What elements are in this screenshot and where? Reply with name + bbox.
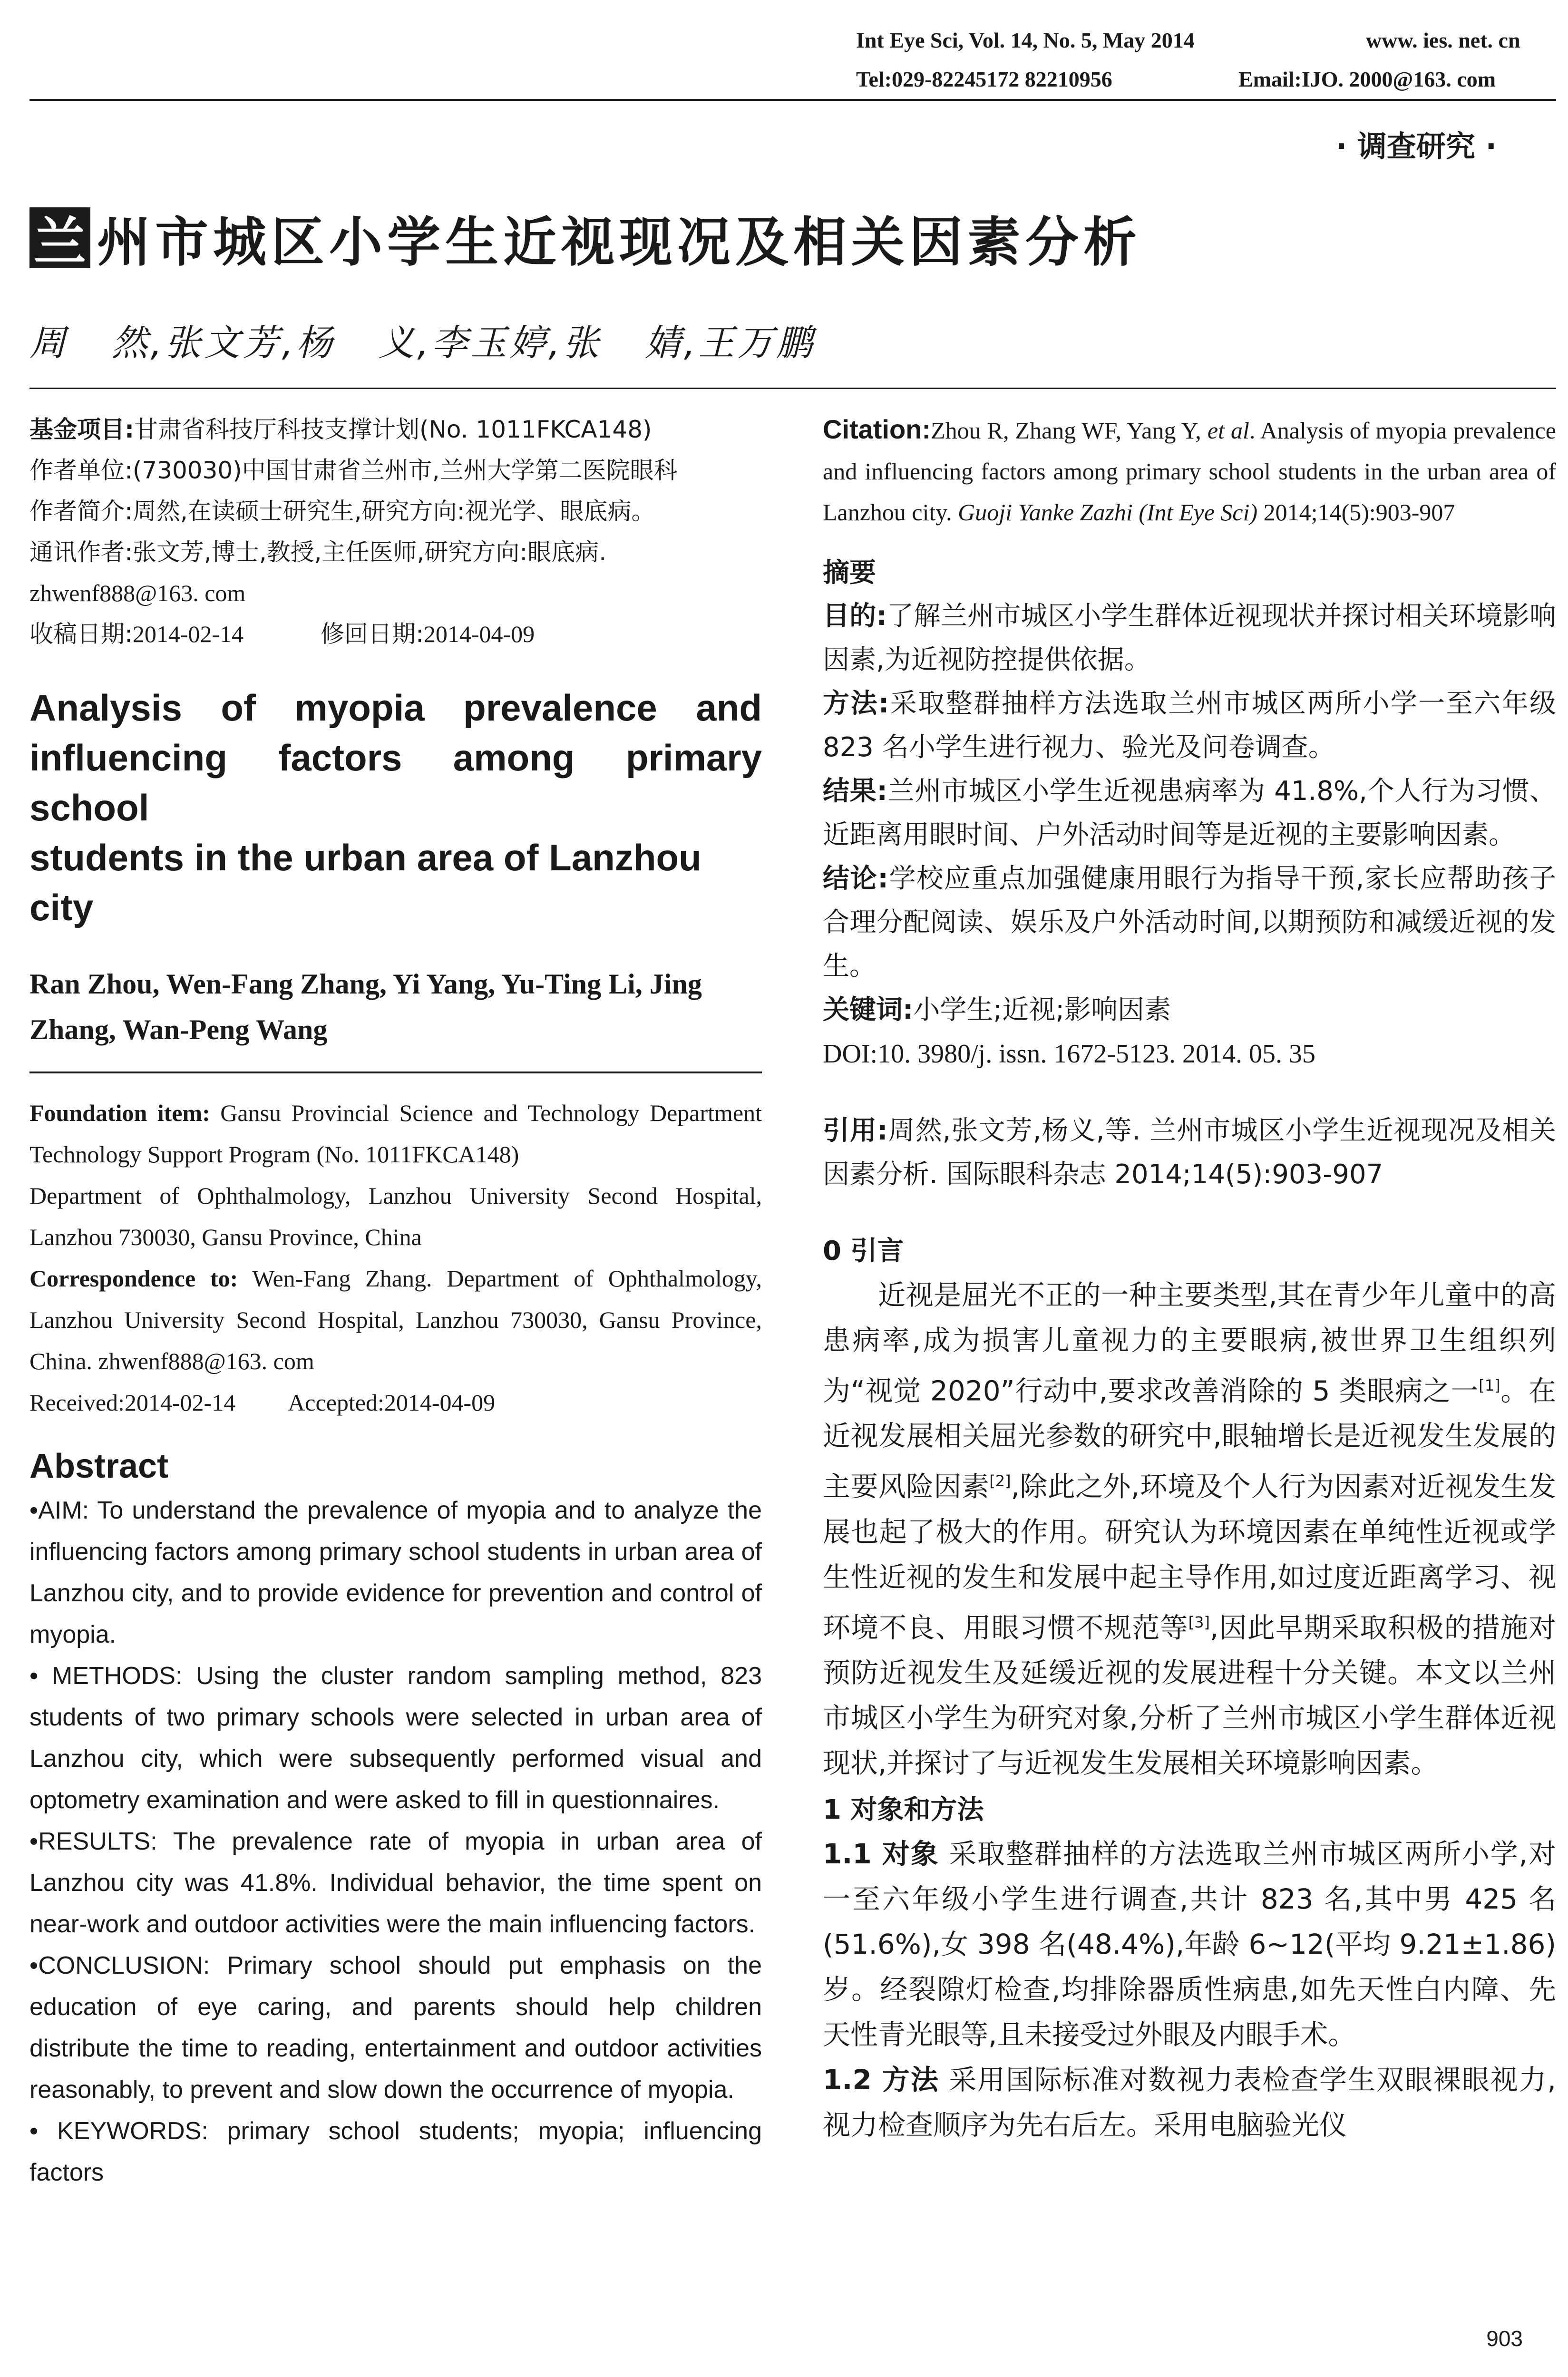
zh-aim: 目的:了解兰州市城区小学生群体近视现状并探讨相关环境影响因素,为近视防控提供依据。 [823,601,1556,675]
english-title [29,683,762,933]
methods-1-1: 1.1 对象 采取整群抽样的方法选取兰州市城区两所小学,对一至六年级小学生进行调查,共计 823 名,其中男 425 名(51.6%),女 398 名(48.4%),年龄 6~12(平均 9.21±1.86)岁。经裂隙灯检查,均排除器质性病患,如先天性白内障、先天性青光眼等,且未接受过外眼及内眼手术。 [823,1837,1556,2051]
journal-tel: Tel:029-82245172 82210956 [856,67,1112,91]
dates-en: Received:2014-02-14 Accepted:2014-04-09 [29,1389,496,1416]
english-title-line3: students in the urban area of Lanzhou city [29,837,701,928]
title-text: 州市城区小学生近视现况及相关因素分析 [97,211,1141,273]
right-column [823,409,1556,2148]
intro-heading: 0 引言 [823,1236,904,1266]
abstract-aim: •AIM: To understand the prevalence of myopia and to analyze the influencing factors among primary school students in urban area of Lanzhou city, and to provide evidence for prevention and control of myopia. [29,1497,762,1648]
zh-abstract [823,594,1556,1076]
zh-methods: 方法:采取整群抽样方法选取兰州市城区两所小学一至六年级 823 名小学生进行视力、验光及问卷调查。 [823,688,1556,763]
abstract-keywords: • KEYWORDS: primary school students; myopia; influencing factors [29,2117,762,2186]
page-number: 903 [1486,2326,1523,2351]
zh-keywords: 关键词:小学生;近视;影响因素 [823,994,1171,1025]
english-authors: Ran Zhou, Wen-Fang Zhang, Yi Yang, Yu-Ting Li, Jing Zhang, Wan-Peng Wang [29,968,702,1045]
section-tag: · 调查研究 · [1335,129,1497,164]
correspondence-en: Correspondence to: Wen-Fang Zhang. Department of Ophthalmology, Lanzhou University Second Hospital, Lanzhou 730030, Gansu Province, China. zhwenf888@163. com [29,1265,762,1374]
abstract-heading: Abstract [29,1447,169,1485]
english-info-rule [29,1072,762,1073]
dates-zh: 收稿日期:2014-02-14 修回日期:2014-04-09 [29,620,535,648]
bio-zh: 作者简介:周然,在读硕士研究生,研究方向:视光学、眼底病。 [29,497,655,525]
abstract-results: •RESULTS: The prevalence rate of myopia in urban area of Lanzhou city was 41.8%. Individual behavior, the time spent on near-work and outdoor activities were the main influencing factors. [29,1828,762,1938]
english-info [29,1092,762,1423]
left-column [29,409,762,2193]
zh-abstract-heading: 摘要 [823,557,876,588]
foundation-en: Foundation item: Gansu Provincial Science and Technology Department Technology Support Program (No. 1011FKCA148) [29,1100,762,1168]
journal-website[interactable]: www. ies. net. cn [1366,28,1520,52]
affiliation-en: Department of Ophthalmology, Lanzhou University Second Hospital, Lanzhou 730030, Gansu Province, China [29,1182,762,1250]
article-title [29,200,1141,276]
header-rule [29,99,1556,101]
english-title-line1: Analysis of myopia prevalence and [29,687,762,729]
title-initial-block: 兰 [29,207,90,268]
zh-citation: 引用:周然,张文芳,杨义,等. 兰州市城区小学生近视现况及相关因素分析. 国际眼科杂志 2014;14(5):903-907 [823,1115,1556,1190]
citation-ref-1[interactable]: [1] [1479,1376,1500,1394]
unit-zh: 作者单位:(730030)中国甘肃省兰州市,兰州大学第二医院眼科 [29,457,678,484]
doi[interactable]: DOI:10. 3980/j. issn. 1672-5123. 2014. 05. 35 [823,1039,1315,1069]
intro-paragraph: 近视是屈光不正的一种主要类型,其在青少年儿童中的高患病率,成为损害儿童视力的主要眼病,被世界卫生组织列为“视觉 2020”行动中,要求改善消除的 5 类眼病之一[1]。在近视发展相关屈光参数的研究中,眼轴增长是近视发生发展的主要风险因素[2],除此之外,环境及个人行为因素对近视发生发展也起了极大的作用。研究认为环境因素在单纯性近视或学生性近视的发生和发展中起主导作用,如过度近距离学习、视环境不良、用眼习惯不规范等[3],因此早期采取积极的措施对预防近视发生及延缓近视的发展进程十分关键。本文以兰州市城区小学生为研究对象,分析了兰州市城区小学生群体近视现状,并探讨了与近视发生发展相关环境影响因素。 [823,1279,1556,1779]
citation-ref-3[interactable]: [3] [1188,1613,1210,1631]
journal-email[interactable]: Email:IJO. 2000@163. com [1238,67,1496,91]
journal-line: Int Eye Sci, Vol. 14, No. 5, May 2014 [856,28,1195,52]
zh-results: 结果:兰州市城区小学生近视患病率为 41.8%,个人行为习惯、近距离用眼时间、户外活动时间等是近视的主要影响因素。 [823,776,1556,850]
citation-en: Citation:Zhou R, Zhang WF, Yang Y, et al. Analysis of myopia prevalence and influencing factors among primary school students in the urban area of Lanzhou city. Guoji Yanke Zazhi (Int Eye Sci) 2014;14(5):903-907 [823,414,1556,526]
methods-1-2: 1.2 方法 采用国际标准对数视力表检查学生双眼裸眼视力,视力检查顺序为先右后左。采用电脑验光仪 [823,2063,1556,2141]
corr-zh: 通讯作者:张文芳,博士,教授,主任医师,研究方向:眼底病. [29,538,607,566]
zh-conclusion: 结论:学校应重点加强健康用眼行为指导干预,家长应帮助孩子合理分配阅读、娱乐及户外活动时间,以期预防和减缓近视的发生。 [823,863,1556,982]
methods-heading: 1 对象和方法 [823,1794,984,1825]
citation-ref-2[interactable]: [2] [989,1472,1011,1490]
authors-zh: 周 然,张文芳,杨 义,李玉婷,张 婧,王万鹏 [29,321,816,364]
authors-rule [29,388,1556,389]
english-title-line2: influencing factors among primary school [29,737,762,828]
foundation-zh: 基金项目:甘肃省科技厅科技支撑计划(No. 1011FKCA148) [29,416,652,443]
meta-zh [29,409,762,654]
corr-email-zh[interactable]: zhwenf888@163. com [29,580,246,606]
abstract-conclusion: •CONCLUSION: Primary school should put emphasis on the education of eye caring, and parents should help children distribute the time to reading, entertainment and outdoor activities reasonably, to prevent and slow down the occurrence of myopia. [29,1952,762,2104]
abstract-methods: • METHODS: Using the cluster random sampling method, 823 students of two primary schools were selected in urban area of Lanzhou city, which were subsequently performed visual and optometry examination and were asked to fill in questionnaires. [29,1662,762,1814]
abstract-body [29,1490,762,2193]
